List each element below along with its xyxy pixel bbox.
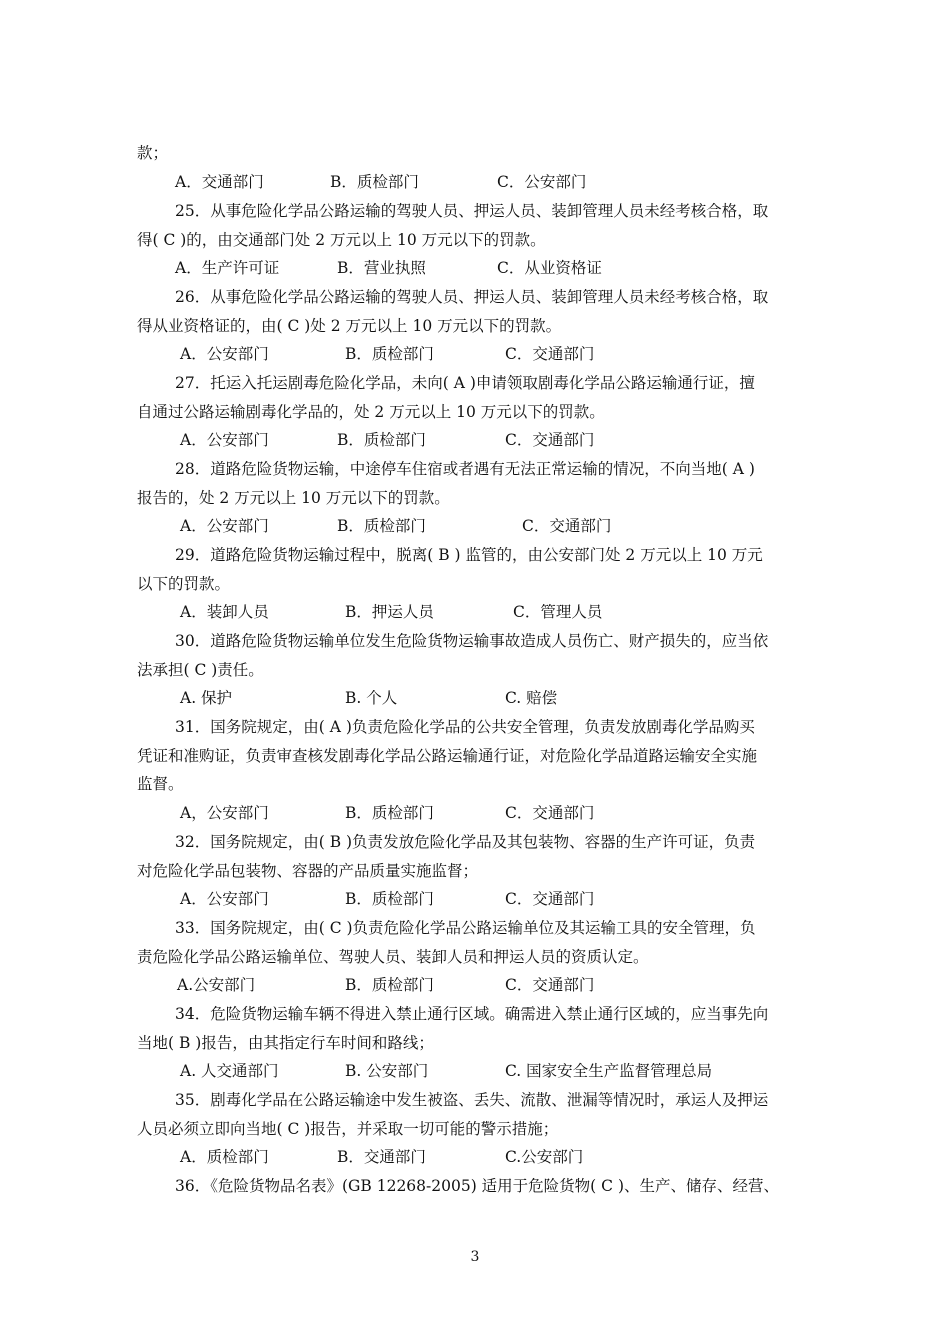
option-c: C. 国家安全生产监督管理总局 [505,1062,713,1080]
question-35-line1: 35．剧毒化学品在公路运输途中发生被盗、丢失、流散、泄漏等情况时，承运人及押运 [175,1091,769,1109]
option-c: C．交通部门 [505,431,595,449]
question-31-line3: 监督。 [137,775,184,793]
options-row-31 [0,800,950,826]
options-row-24 [0,169,950,195]
option-c: C.公安部门 [505,1148,584,1166]
option-c: C．交通部门 [505,976,595,994]
option-a: A．交通部门 [175,173,264,191]
option-a: A，公安部门 [180,804,269,822]
option-c: C．交通部门 [522,517,612,535]
question-36-line1: 36．《危险货物品名表》(GB 12268-2005) 适用于危险货物( C )、生产、储存、经营、 [175,1177,779,1195]
option-b: B．质检部门 [345,890,434,908]
option-a: A．质检部门 [180,1148,269,1166]
option-b: B．质检部门 [345,345,434,363]
option-b: B．质检部门 [337,431,426,449]
question-32-line1: 32．国务院规定，由( B )负责发放危险化学品及其包装物、容器的生产许可证，负责 [175,833,756,851]
option-a: A．公安部门 [180,517,269,535]
question-30-line2: 法承担( C )责任。 [137,661,264,679]
question-33-line2: 责危险化学品公路运输单位、驾驶人员、装卸人员和押运人员的资质认定。 [137,948,649,966]
option-b: B．质检部门 [337,517,426,535]
question-33-line1: 33．国务院规定，由( C )负责危险化学品公路运输单位及其运输工具的安全管理，负 [175,919,756,937]
option-c: C．交通部门 [505,890,595,908]
page-number: 3 [470,1249,480,1265]
question-32-line2: 对危险化学品包装物、容器的产品质量实施监督； [137,862,479,880]
options-row-34 [0,1058,950,1084]
question-31-line2: 凭证和准购证，负责审查核发剧毒化学品公路运输通行证，对危险化学品道路运输安全实施 [137,747,758,765]
continuation-text: 款； [137,144,169,162]
question-31-line1: 31．国务院规定，由( A )负责危险化学品的公共安全管理，负责发放剧毒化学品购买 [175,718,755,736]
options-row-35 [0,1144,950,1170]
option-a: A．公安部门 [180,431,269,449]
question-25-line2: 得( C )的，由交通部门处 2 万元以上 10 万元以下的罚款。 [137,231,546,249]
options-row-27 [0,427,950,453]
option-b: B．交通部门 [337,1148,426,1166]
options-row-25 [0,255,950,281]
option-b: B．质检部门 [345,976,434,994]
question-30-line1: 30．道路危险货物运输单位发生危险货物运输事故造成人员伤亡、财产损失的，应当依 [175,632,769,650]
options-row-29 [0,599,950,625]
option-b: B. 个人 [345,689,398,707]
question-34-line1: 34．危险货物运输车辆不得进入禁止通行区域。确需进入禁止通行区域的，应当事先向 [175,1005,769,1023]
question-26-line2: 得从业资格证的，由( C )处 2 万元以上 10 万元以下的罚款。 [137,317,562,335]
option-c: C．从业资格证 [497,259,602,277]
question-35-line2: 人员必须立即向当地( C )报告，并采取一切可能的警示措施； [137,1120,559,1138]
question-28-line2: 报告的，处 2 万元以上 10 万元以下的罚款。 [137,489,450,507]
option-a: A．装卸人员 [180,603,269,621]
option-b: B．质检部门 [330,173,419,191]
question-29-line2: 以下的罚款。 [137,575,231,593]
option-c: C．管理人员 [513,603,603,621]
question-25-line1: 25．从事危险化学品公路运输的驾驶人员、押运人员、装卸管理人员未经考核合格，取 [175,202,769,220]
question-27-line1: 27．托运入托运剧毒危险化学品，未向( A )申请领取剧毒化学品公路运输通行证，擅 [175,374,755,392]
option-a: A. 人交通部门 [180,1062,279,1080]
option-b: B．质检部门 [345,804,434,822]
option-c: C．公安部门 [497,173,587,191]
option-a: A.公安部门 [177,976,256,994]
question-27-line2: 自通过公路运输剧毒化学品的，处 2 万元以上 10 万元以下的罚款。 [137,403,605,421]
option-c: C．交通部门 [505,804,595,822]
option-a: A．公安部门 [180,890,269,908]
question-29-line1: 29．道路危险货物运输过程中，脱离( B ) 监管的，由公安部门处 2 万元以上 10 万元 [175,546,763,564]
option-b: B. 公安部门 [345,1062,429,1080]
option-c: C．交通部门 [505,345,595,363]
option-b: B．押运人员 [345,603,434,621]
options-row-26 [0,341,950,367]
option-c: C. 赔偿 [505,689,558,707]
option-a: A．公安部门 [180,345,269,363]
options-row-30 [0,685,950,711]
option-b: B．营业执照 [337,259,426,277]
question-28-line1: 28．道路危险货物运输，中途停车住宿或者遇有无法正常运输的情况，不向当地( A ) [175,460,755,478]
option-a: A. 保护 [180,689,233,707]
question-34-line2: 当地( B )报告，由其指定行车时间和路线； [137,1034,434,1052]
options-row-32 [0,886,950,912]
question-26-line1: 26．从事危险化学品公路运输的驾驶人员、押运人员、装卸管理人员未经考核合格，取 [175,288,769,306]
option-a: A．生产许可证 [175,259,280,277]
options-row-33 [0,972,950,998]
options-row-28 [0,513,950,539]
